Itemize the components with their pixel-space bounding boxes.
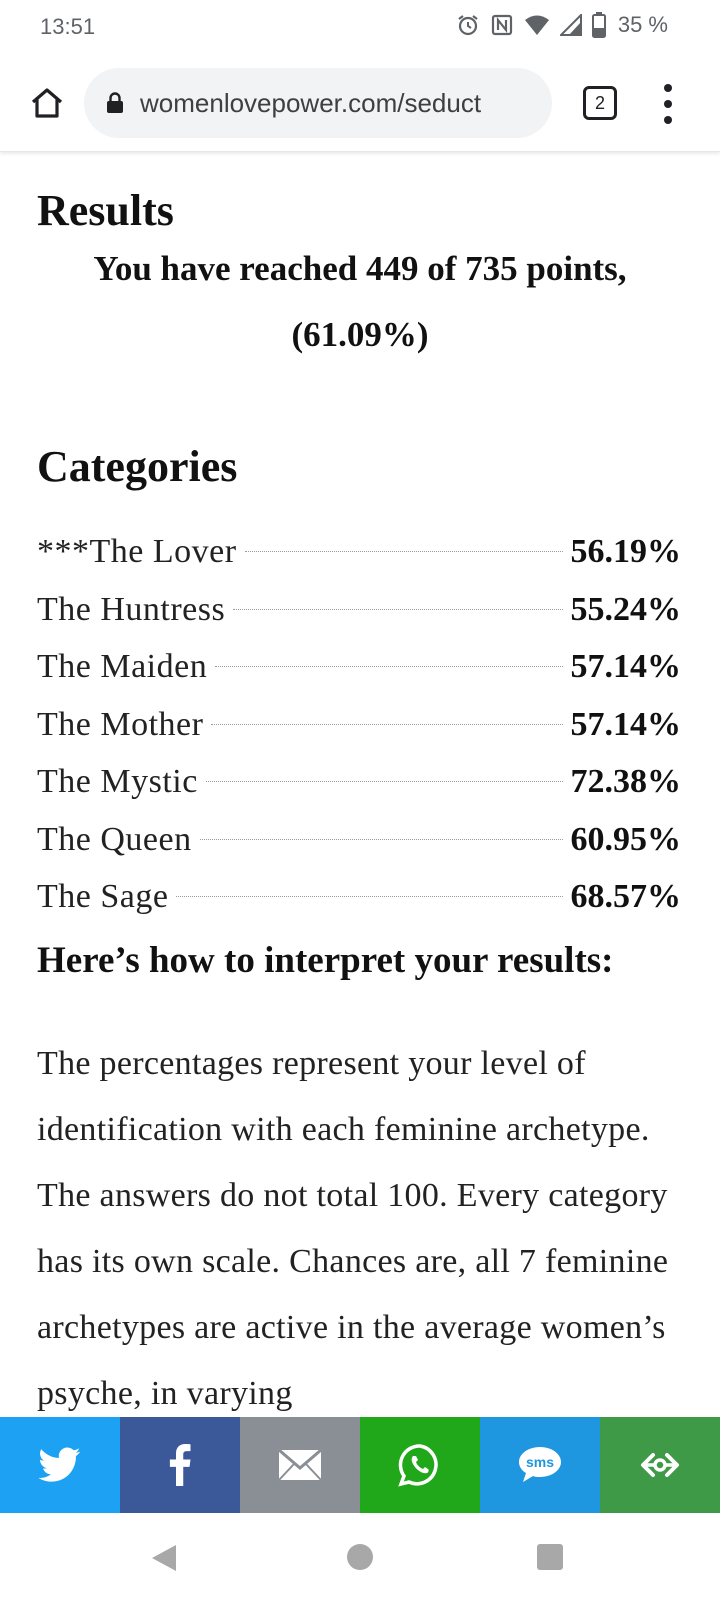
category-name: The Mystic xyxy=(37,763,198,800)
dotted-leader xyxy=(211,724,562,725)
url-text: womenlovepower.com/seduct xyxy=(140,87,482,118)
home-icon xyxy=(30,87,64,119)
menu-dot xyxy=(664,84,672,92)
dotted-leader xyxy=(200,839,563,840)
category-value: 68.57% xyxy=(570,878,681,915)
menu-dot xyxy=(664,100,672,108)
home-button[interactable] xyxy=(22,78,72,128)
share-more-icon xyxy=(637,1445,683,1485)
interpret-heading: Here’s how to interpret your results: xyxy=(37,940,614,981)
twitter-share-button[interactable] xyxy=(0,1417,120,1513)
nfc-icon xyxy=(490,13,514,37)
category-value: 60.95% xyxy=(570,820,681,858)
category-value: 57.14% xyxy=(570,648,681,685)
twitter-icon xyxy=(39,1447,81,1483)
browser-toolbar xyxy=(0,56,720,152)
score-summary: You have reached 449 of 735 points, xyxy=(93,249,627,288)
dotted-leader xyxy=(245,551,563,552)
tab-count: 2 xyxy=(594,92,605,113)
sms-label: sms xyxy=(525,1454,555,1470)
category-row xyxy=(37,706,681,764)
categories-heading: Categories xyxy=(37,442,238,491)
whatsapp-icon xyxy=(398,1443,442,1487)
recents-icon[interactable] xyxy=(537,1544,563,1570)
status-time: 13:51 xyxy=(40,14,96,39)
results-heading: Results xyxy=(37,186,174,235)
category-row xyxy=(37,763,681,821)
score-percentage: (61.09%) xyxy=(291,315,429,354)
category-name: The Sage xyxy=(37,878,169,915)
category-row xyxy=(37,878,681,936)
facebook-icon xyxy=(169,1444,191,1486)
signal-icon xyxy=(560,14,582,36)
category-list xyxy=(37,533,681,936)
category-value: 55.24% xyxy=(570,590,681,628)
category-name: The Queen xyxy=(37,820,192,858)
tab-switcher-button[interactable] xyxy=(583,86,617,120)
email-icon xyxy=(278,1449,322,1481)
category-row xyxy=(37,591,681,649)
dotted-leader xyxy=(176,896,562,897)
facebook-share-button[interactable] xyxy=(120,1417,240,1513)
home-circle-icon[interactable] xyxy=(347,1544,373,1570)
alarm-icon xyxy=(456,13,480,37)
battery-percent: 35 % xyxy=(617,12,668,37)
address-bar[interactable] xyxy=(84,68,552,138)
sms-icon xyxy=(517,1445,563,1485)
dotted-leader xyxy=(215,666,562,667)
status-icons xyxy=(456,12,668,38)
status-bar xyxy=(0,0,720,56)
category-row xyxy=(37,533,681,591)
more-share-button[interactable] xyxy=(600,1417,720,1513)
page-content xyxy=(0,153,720,1417)
category-row xyxy=(37,648,681,706)
category-name: The Mother xyxy=(37,705,204,743)
category-value: 56.19% xyxy=(570,533,681,570)
share-bar xyxy=(0,1417,720,1513)
system-nav-bar xyxy=(0,1513,720,1600)
category-value: 57.14% xyxy=(570,705,681,743)
wifi-icon xyxy=(524,14,550,36)
battery-icon xyxy=(592,12,606,38)
category-name: The Maiden xyxy=(37,648,208,685)
email-share-button[interactable] xyxy=(240,1417,360,1513)
lock-icon xyxy=(106,92,124,114)
sms-share-button[interactable] xyxy=(480,1417,600,1513)
category-row xyxy=(37,821,681,879)
category-value: 72.38% xyxy=(570,763,681,800)
back-icon[interactable] xyxy=(150,1543,178,1573)
whatsapp-share-button[interactable] xyxy=(360,1417,480,1513)
menu-dot xyxy=(664,116,672,124)
interpret-paragraph: The percentages represent your level of identification with each feminine archetype. The answers do not total 100. Every category has its own scale. Chances are, all 7 feminine archetypes are active in the average women’s psyche, in varying xyxy=(37,1045,669,1412)
dotted-leader xyxy=(206,781,563,782)
dotted-leader xyxy=(233,609,562,610)
category-name: ***The Lover xyxy=(37,533,237,570)
more-vert-icon[interactable] xyxy=(660,84,676,124)
category-name: The Huntress xyxy=(37,590,226,628)
